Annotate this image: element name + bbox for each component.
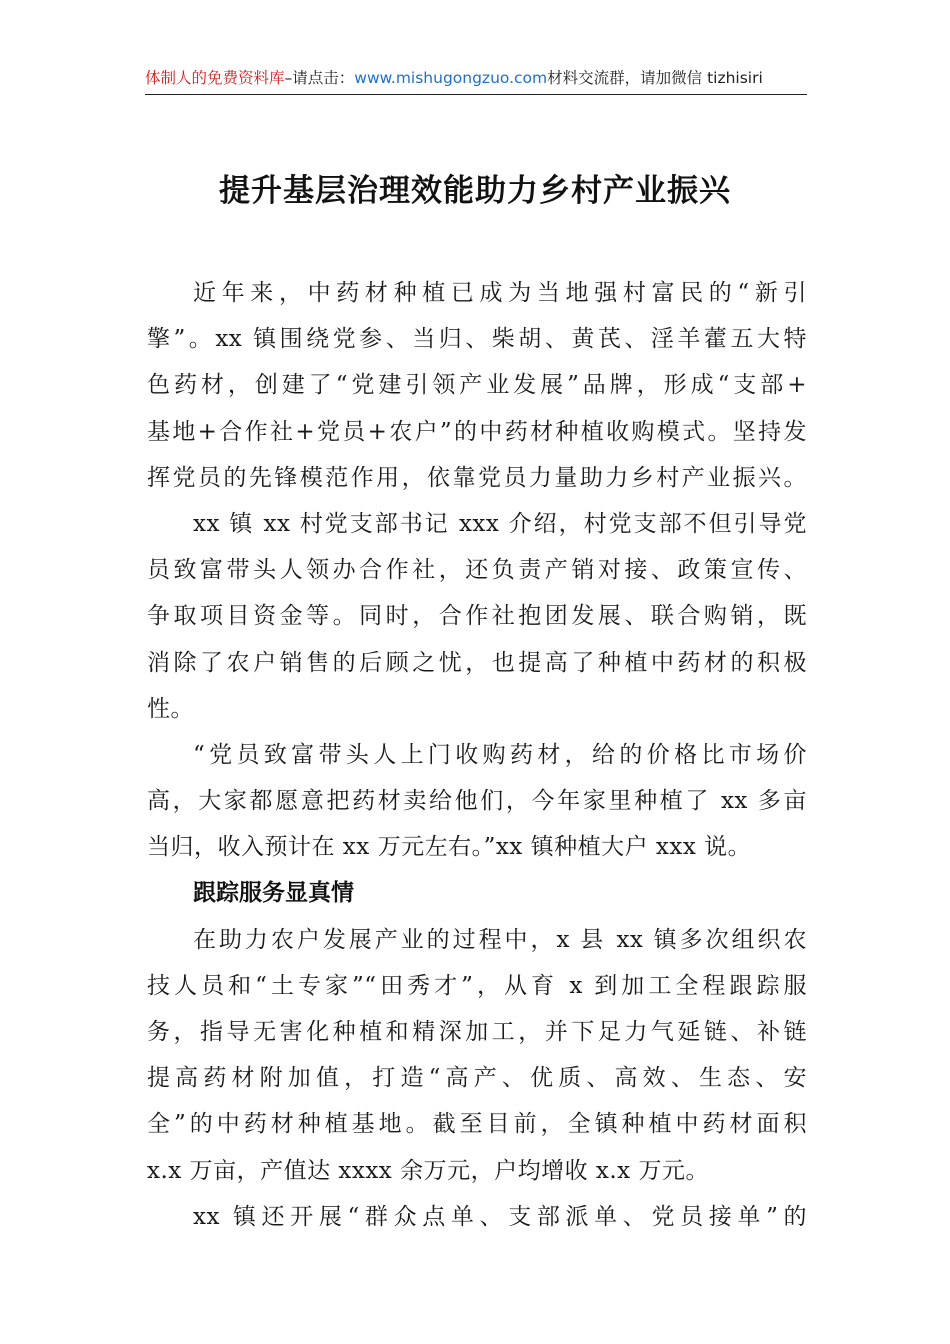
header-site-name: 体制人的免费资料库 xyxy=(145,69,285,87)
text-line: 色药材，创建了“党建引领产业发展”品牌，形成“支部+ xyxy=(147,372,807,399)
paragraph xyxy=(147,732,807,871)
header-contact: 材料交流群，请加微信 tizhisiri xyxy=(547,69,763,87)
text-line: 高，大家都愿意把药材卖给他们，今年家里种植了 xx 多亩 xyxy=(147,788,807,815)
text-line: 基地+合作社+党员+农户”的中药材种植收购模式。坚持发 xyxy=(147,418,807,445)
text-line: 消除了农户销售的后顾之忧，也提高了种植中药材的积极 xyxy=(147,649,807,676)
text-line: 在助力农户发展产业的过程中，x 县 xx 镇多次组织农 xyxy=(193,926,807,953)
text-line: 擎”。xx 镇围绕党参、当归、柴胡、黄芪、淫羊藿五大特 xyxy=(147,326,807,353)
text-line: 提高药材附加值，打造“高产、优质、高效、生态、安 xyxy=(147,1065,807,1092)
text-line: 性。 xyxy=(147,695,194,722)
paragraph xyxy=(147,270,807,501)
text-line: xx 镇还开展“群众点单、支部派单、党员接单”的 xyxy=(193,1203,807,1230)
page-header xyxy=(145,66,807,95)
paragraph xyxy=(147,917,807,1194)
text-line: 务，指导无害化种植和精深加工，并下足力气延链、补链 xyxy=(147,1019,807,1045)
document-title: 提升基层治理效能助力乡村产业振兴 xyxy=(219,173,731,209)
text-line: 员致富带头人领办合作社，还负责产销对接、政策宣传、 xyxy=(147,557,807,584)
header-click-prompt: –请点击： xyxy=(284,69,355,87)
section-subheading: 跟踪服务显真情 xyxy=(193,880,354,907)
document-body xyxy=(147,270,807,1240)
text-line: 当归，收入预计在 xx 万元左右。”xx 镇种植大户 xxx 说。 xyxy=(147,834,752,861)
text-line: “党员致富带头人上门收购药材，给的价格比市场价 xyxy=(193,741,807,768)
paragraph xyxy=(147,1194,807,1240)
text-line: 近年来，中药材种植已成为当地强村富民的“新引 xyxy=(193,280,807,306)
text-line: 全”的中药材种植基地。截至目前，全镇种植中药材面积 xyxy=(147,1111,807,1138)
text-line: 技人员和“土专家”“田秀才”，从育 x 到加工全程跟踪服 xyxy=(147,972,807,999)
header-url-link[interactable]: www.mishugongzuo.com xyxy=(354,69,548,87)
text-line: 挥党员的先锋模范作用，依靠党员力量助力乡村产业振兴。 xyxy=(147,464,807,491)
paragraph xyxy=(147,501,807,732)
text-line: x.x 万亩，产值达 xxxx 余万元，户均增收 x.x 万元。 xyxy=(147,1157,709,1184)
text-line: 争取项目资金等。同时，合作社抱团发展、联合购销，既 xyxy=(147,603,807,630)
text-line: xx 镇 xx 村党支部书记 xxx 介绍，村党支部不但引导党 xyxy=(193,510,807,537)
